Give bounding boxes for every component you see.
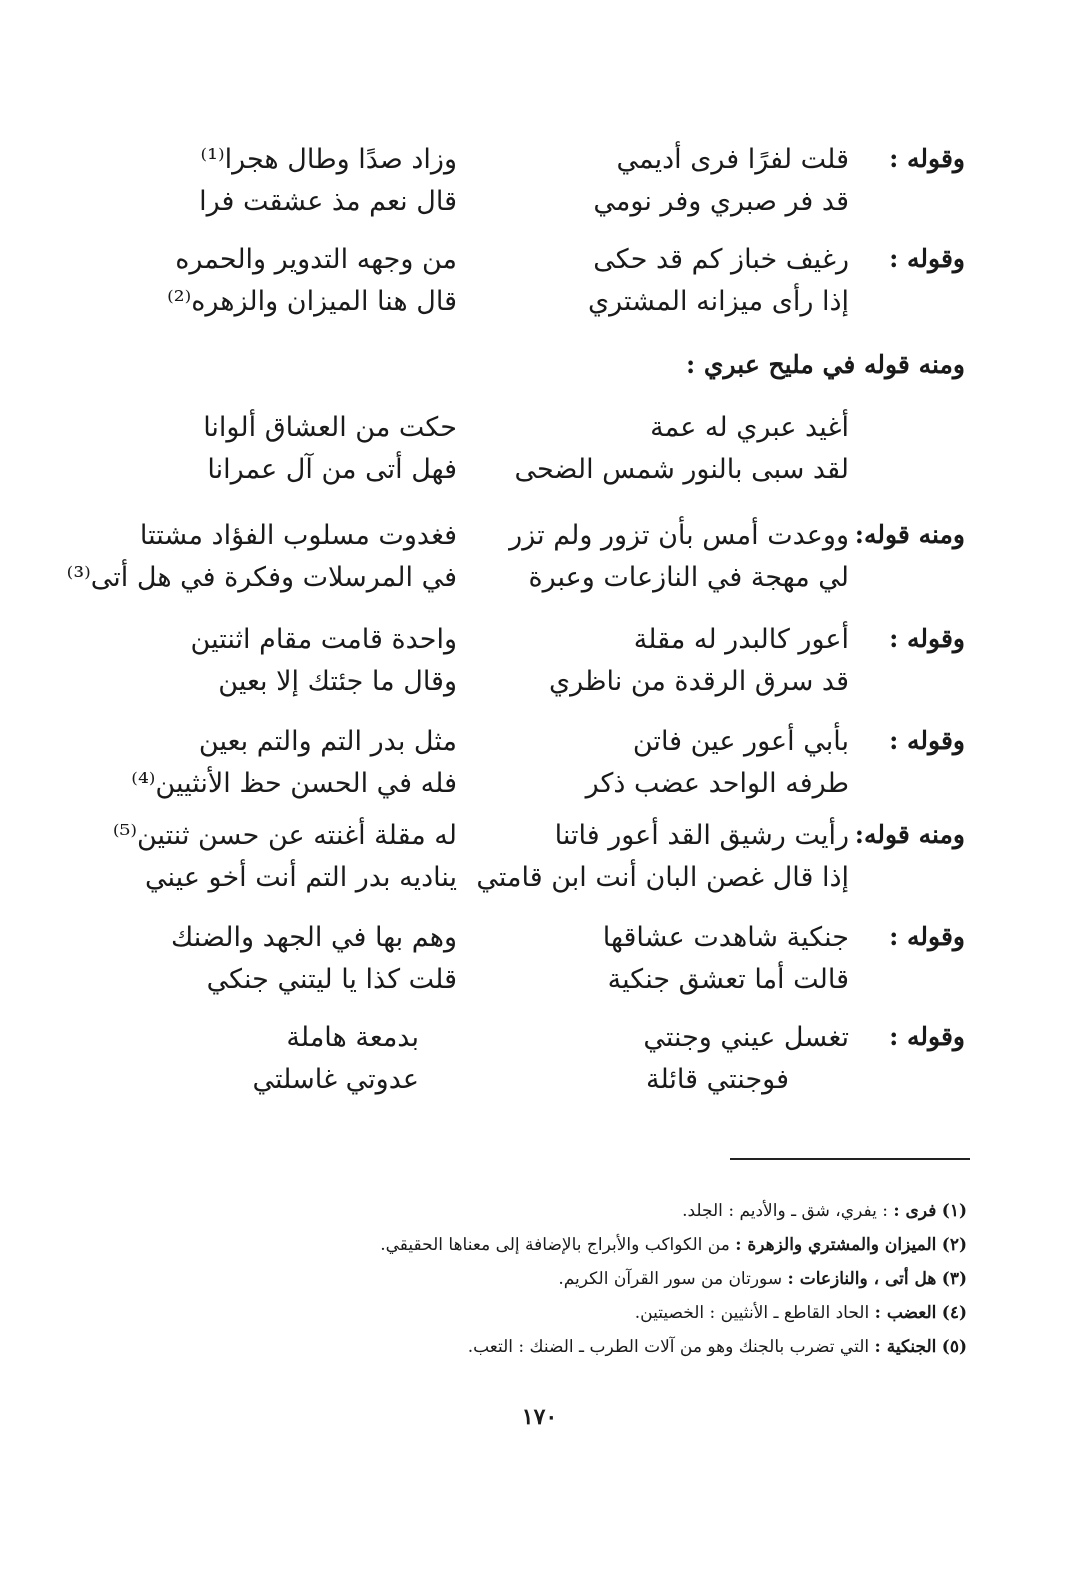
verse-right-hemistich: رغيف خباز كم قد حكى: [593, 244, 849, 275]
footnote-text: الحاد القاطع ـ الأنثيين : الخصيتين.: [634, 1303, 870, 1323]
footnote: [167, 1228, 967, 1262]
poem-block: [0, 816, 1079, 906]
footnote-text: سورتان من سور القرآن الكريم.: [558, 1269, 783, 1289]
footnote-term: العضب :: [874, 1303, 937, 1323]
verse-right-hemistich: قالت أما تعشق جنكية: [607, 964, 849, 995]
verse-left-hemistich: عدوتي غاسلتي: [252, 1064, 419, 1095]
footnote-term: الميزان والمشتري والزهرة :: [735, 1235, 937, 1255]
verse-right-hemistich: إذا رأى ميزانه المشتري: [587, 286, 849, 317]
poem-block: [0, 918, 1079, 1008]
verse-right-hemistich: أغيد عبري له عمة: [650, 412, 849, 443]
section-heading: ومنه قوله في مليح عبري :: [685, 350, 965, 379]
poem-intro: وقوله :: [889, 922, 965, 951]
footnote-divider: [730, 1158, 970, 1160]
footnote: [167, 1262, 967, 1296]
footnote-term: الجنكية :: [874, 1337, 937, 1357]
verse-right-hemistich: طرفه الواحد عضب ذكر: [585, 768, 849, 799]
verse-right-hemistich: قد فر صبري وفر نومي: [593, 186, 849, 217]
footnote-number: (٣): [941, 1269, 967, 1289]
poem-intro: وقوله :: [889, 726, 965, 755]
verse-right-hemistich: بأبي أعور عين فاتن: [632, 726, 849, 757]
footnotes: [167, 1194, 967, 1364]
verse-right-hemistich: فوجنتي قائلة: [646, 1064, 789, 1095]
poem-intro: وقوله :: [889, 1022, 965, 1051]
footnote-number: (٥): [941, 1337, 967, 1357]
verse-left-hemistich: وقال ما جئتك إلا بعين: [218, 666, 457, 697]
poem-block: [0, 722, 1079, 812]
verse-right-hemistich: جنكية شاهدت عشاقها: [602, 922, 849, 953]
verse-left-hemistich: قال نعم مذ عشقت فرا: [199, 186, 457, 217]
footnote: [167, 1296, 967, 1330]
poem-block: [0, 408, 1079, 498]
verse-left-hemistich: فغدوت مسلوب الفؤاد مشتتا: [139, 520, 457, 551]
verse-right-hemistich: إذا قال غصن البان أنت ابن قامتي: [476, 862, 849, 893]
verse-right-hemistich: قلت لفرًا فرى أديمي: [616, 144, 849, 175]
verse-left-hemistich: حكت من العشاق ألوانا: [203, 412, 457, 443]
poem-intro: وقوله :: [889, 244, 965, 273]
poem-intro: ومنه قوله:: [854, 820, 965, 849]
verse-right-hemistich: قد سرق الرقدة من ناظري: [548, 666, 849, 697]
verse-right-hemistich: أعور كالبدر له مقلة: [633, 624, 849, 655]
poem-intro: ومنه قوله:: [854, 520, 965, 549]
footnote-text: التي تضرب بالجنك وهو من آلات الطرب ـ الضنك : التعب.: [467, 1337, 870, 1357]
verse-left-hemistich: قال هنا الميزان والزهره⁽²⁾: [167, 286, 457, 317]
poem-block: [0, 140, 1079, 230]
verse-left-hemistich: بدمعة هاملة: [286, 1022, 419, 1053]
footnote-text: من الكواكب والأبراج بالإضافة إلى معناها الحقيقي.: [380, 1235, 730, 1255]
footnote-term: فرى :: [893, 1201, 937, 1221]
verse-right-hemistich: لقد سبى بالنور شمس الضحى: [514, 454, 849, 485]
poem-intro: وقوله :: [889, 144, 965, 173]
verse-left-hemistich: فله في الحسن حظ الأنثيين⁽⁴⁾: [131, 768, 457, 799]
verse-left-hemistich: وهم بها في الجهد والضنك: [170, 922, 457, 953]
verse-left-hemistich: من وجهه التدوير والحمره: [175, 244, 457, 275]
footnote: [167, 1194, 967, 1228]
verse-left-hemistich: مثل بدر التم والتم بعين: [198, 726, 457, 757]
verse-right-hemistich: رأيت رشيق القد أعور فاتنا: [554, 820, 849, 851]
poem-intro: وقوله :: [889, 624, 965, 653]
verse-left-hemistich: وزاد صدًا وطال هجرا⁽¹⁾: [200, 144, 457, 175]
footnote-number: (٤): [941, 1303, 967, 1323]
poem-block: [0, 516, 1079, 606]
footnote-term: هل أتى ، والنازعات :: [787, 1269, 937, 1289]
verse-left-hemistich: يناديه بدر التم أنت أخو عيني: [145, 862, 457, 893]
poem-block: [0, 620, 1079, 710]
verse-left-hemistich: واحدة قامت مقام اثنتين: [190, 624, 457, 655]
footnote-text: : يفري، شق ـ والأديم : الجلد.: [682, 1201, 888, 1221]
poem-block: [0, 240, 1079, 330]
page-number: ١٧٠: [521, 1404, 558, 1430]
verse-left-hemistich: فهل أتى من آل عمرانا: [207, 454, 457, 485]
poem-block: [0, 1018, 1079, 1108]
footnote-number: (١): [941, 1201, 967, 1221]
footnote: [167, 1330, 967, 1364]
verse-right-hemistich: تغسل عيني وجنتي: [643, 1022, 849, 1053]
verse-right-hemistich: ووعدت أمس بأن تزور ولم تزر: [509, 520, 849, 551]
footnote-number: (٢): [941, 1235, 967, 1255]
verse-left-hemistich: له مقلة أغنته عن حسن ثنتين⁽⁵⁾: [112, 820, 457, 851]
verse-left-hemistich: في المرسلات وفكرة في هل أتى⁽³⁾: [66, 562, 457, 593]
verse-right-hemistich: لي مهجة في النازعات وعبرة: [528, 562, 849, 593]
verse-left-hemistich: قلت كذا يا ليتني جنكي: [206, 964, 457, 995]
